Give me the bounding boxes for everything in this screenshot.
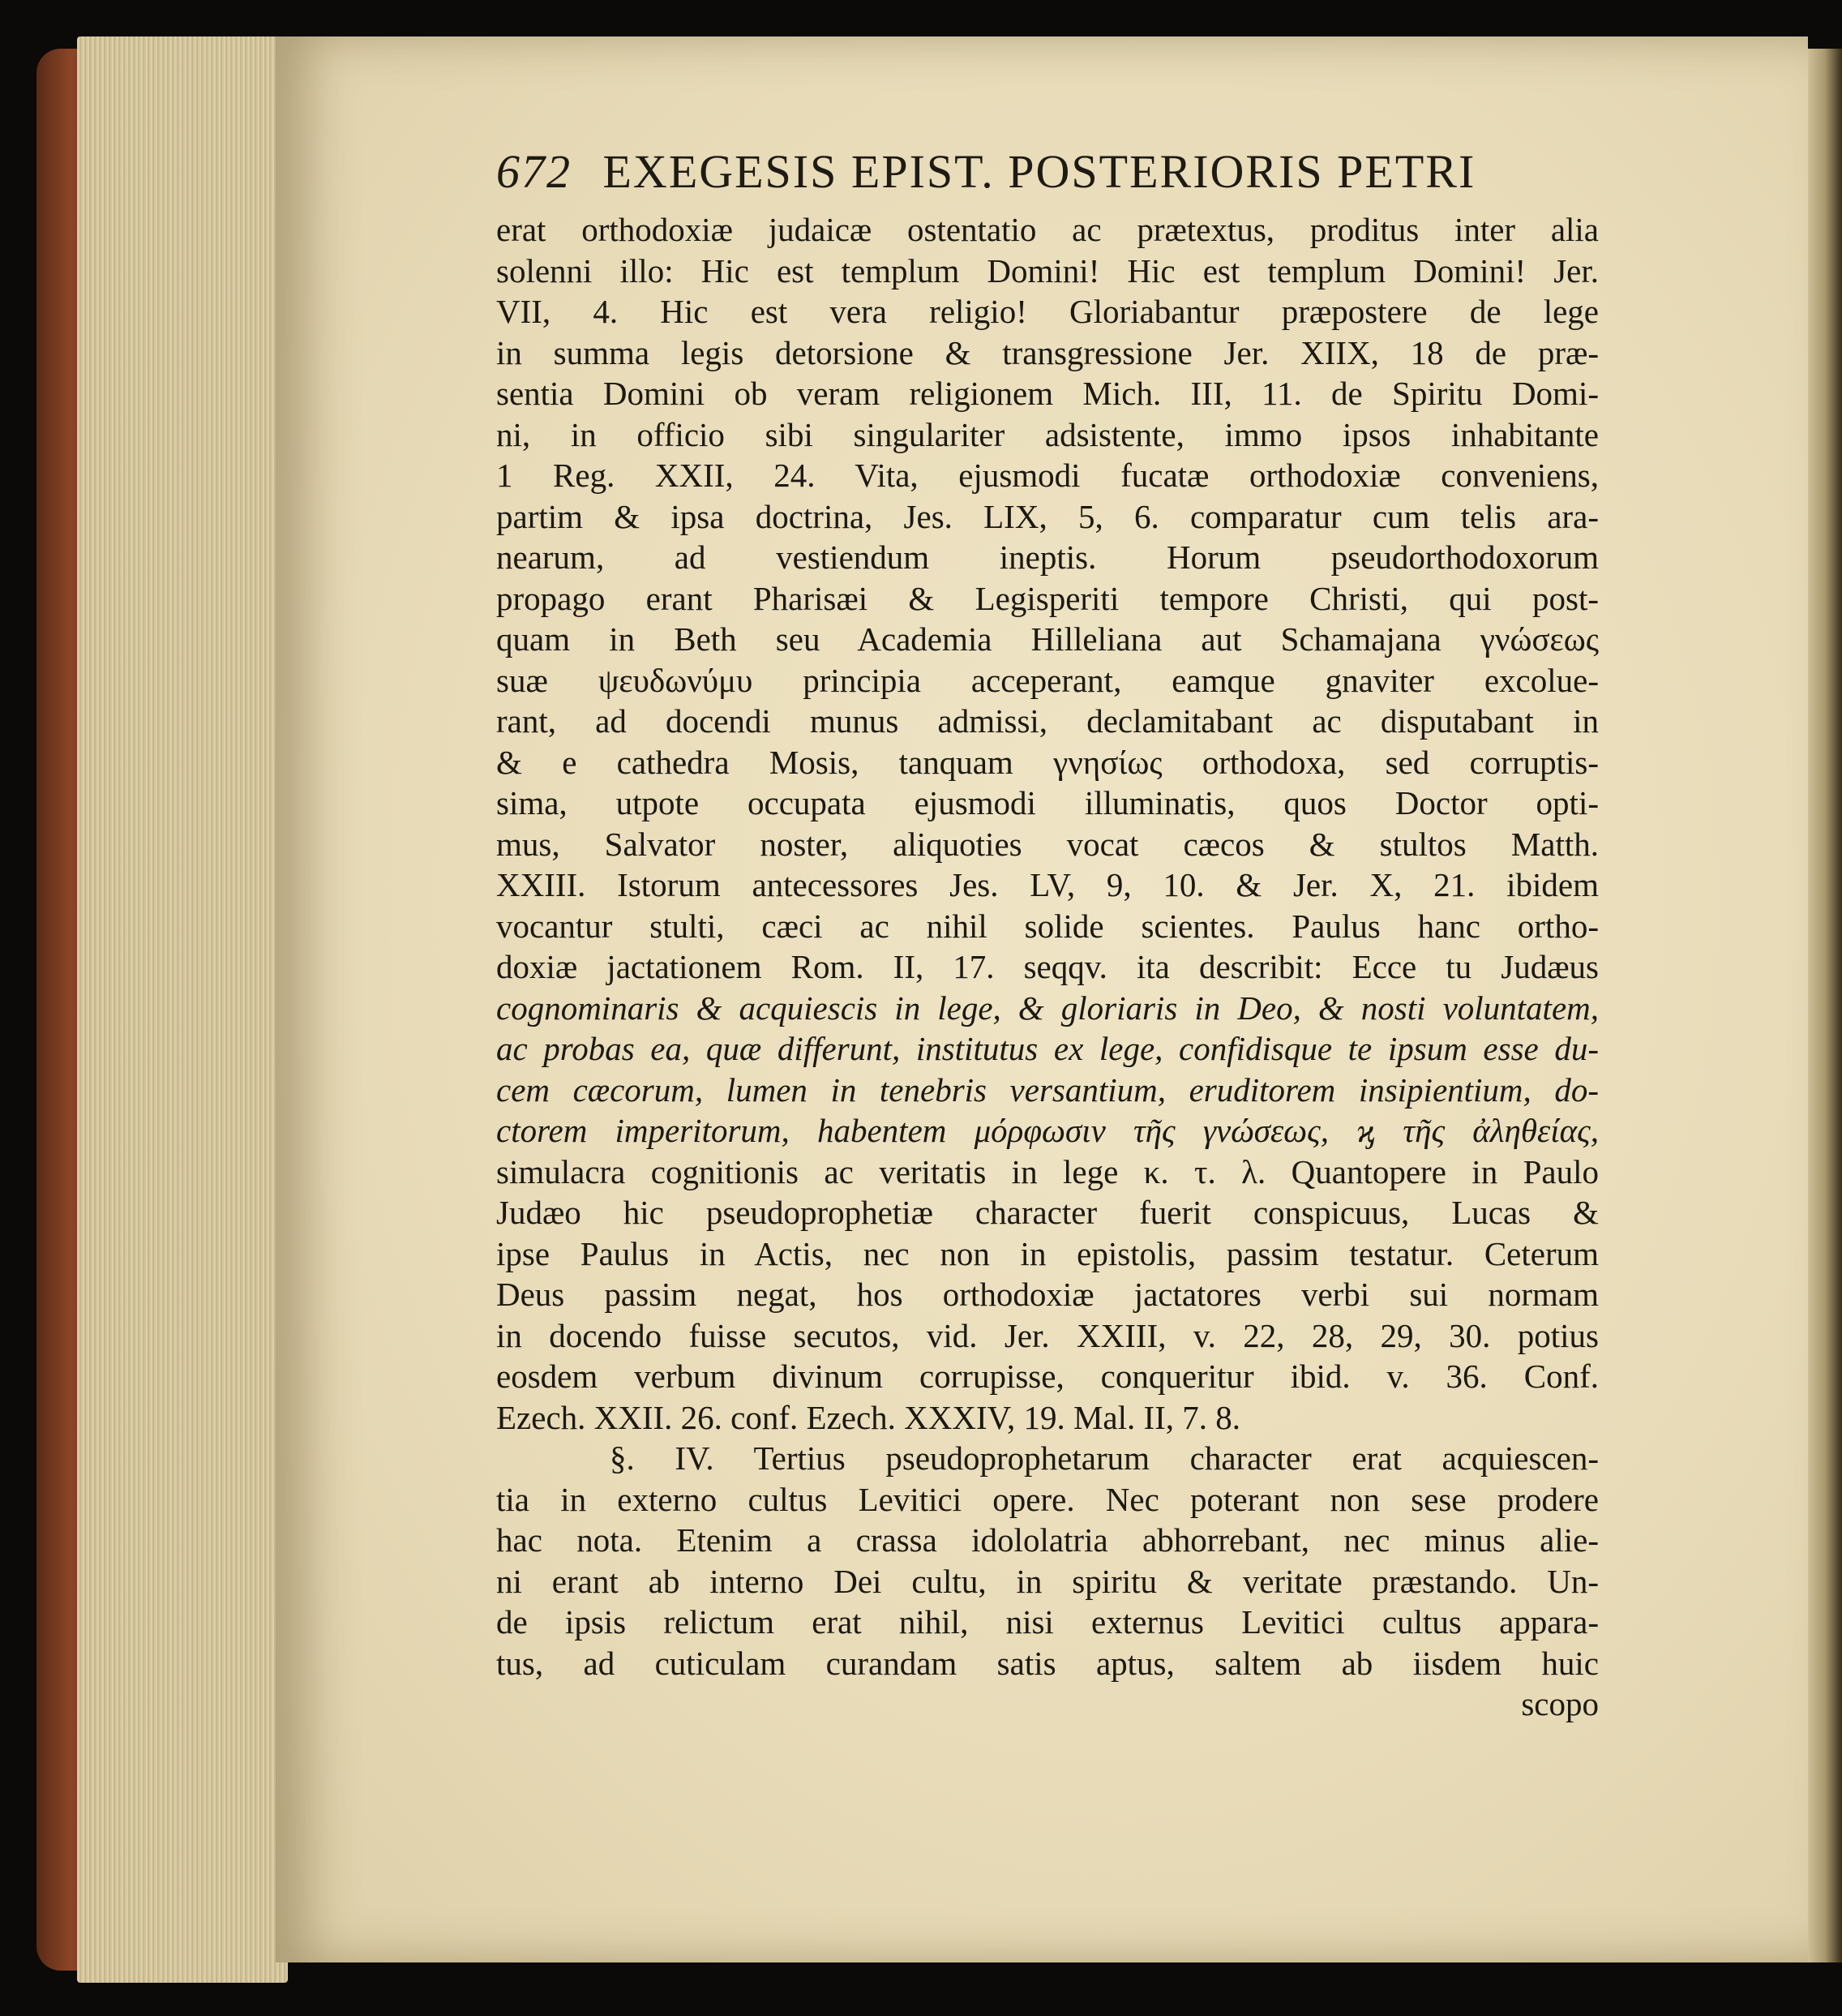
body-text — [496, 209, 1599, 1725]
text-line: ac probas ea, quæ differunt, institutus ex lege, confidisque te ipsum esse du- — [496, 1030, 1599, 1067]
text-line: mus, Salvator noster, aliquoties vocat cæcos & stultos Matth. — [496, 825, 1599, 863]
text-line: tia in externo cultus Levitici opere. Nec poterant non sese prodere — [496, 1480, 1599, 1518]
text-line: propago erant Pharisæi & Legisperiti tempore Christi, qui post- — [496, 579, 1599, 617]
text-line: solenni illo: Hic est templum Domini! Hic est templum Domini! Jer. — [496, 251, 1599, 290]
text-line: ni, in officio sibi singulariter adsistente, immo ipsos inhabitante — [496, 415, 1599, 453]
text-line: suæ ψευδωνύμυ principia acceperant, eamque gnaviter excolue- — [496, 661, 1599, 699]
facing-page-edge — [1808, 49, 1842, 1962]
text-line: ctorem imperitorum, habentem μόρφωσιν τῆς γνώσεως, ϗ τῆς ἀληθείας, — [496, 1112, 1599, 1149]
text-line: in docendo fuisse secutos, vid. Jer. XXIII, v. 22, 28, 29, 30. potius — [496, 1316, 1599, 1354]
text-line: sima, utpote occupata ejusmodi illuminatis, quos Doctor opti- — [496, 784, 1599, 821]
text-line: rant, ad docendi munus admissi, declamitabant ac disputabant in — [496, 702, 1599, 740]
text-line: vocantur stulti, cæci ac nihil solide scientes. Paulus hanc ortho- — [496, 907, 1599, 945]
text-line: Deus passim negat, hos orthodoxiæ jactatores verbi sui normam — [496, 1276, 1599, 1313]
text-line: in summa legis detorsione & transgressione Jer. XIIX, 18 de præ- — [496, 333, 1599, 371]
text-line: eosdem verbum divinum corrupisse, conqueritur ibid. v. 36. Conf. — [496, 1358, 1599, 1395]
text-line: sentia Domini ob veram religionem Mich. III, 11. de Spiritu Domi- — [496, 375, 1599, 412]
text-line: ipse Paulus in Actis, nec non in epistolis, passim testatur. Ceterum — [496, 1234, 1599, 1272]
section-heading-line: §. IV. Tertius pseudoprophetarum character erat acquiescen- — [610, 1439, 1599, 1477]
text-line: doxiæ jactationem Rom. II, 17. seqqv. ita describit: Ecce tu Judæus — [496, 948, 1599, 985]
text-line: hac nota. Etenim a crassa idololatria abhorrebant, nec minus alie- — [496, 1521, 1599, 1559]
running-head — [496, 144, 1493, 209]
text-line: Ezech. XXII. 26. conf. Ezech. XXXIV, 19. Mal. II, 7. 8. — [496, 1398, 1241, 1436]
text-line: tus, ad cuticulam curandam satis aptus, saltem ab iisdem huic — [496, 1644, 1599, 1682]
text-line: nearum, ad vestiendum ineptis. Horum pseudorthodoxorum — [496, 538, 1599, 576]
catchword: scopo — [1521, 1685, 1599, 1722]
text-line: ni erant ab interno Dei cultu, in spiritu & veritate præstando. Un- — [496, 1562, 1599, 1600]
text-line: & e cathedra Mosis, tanquam γνησίως orthodoxa, sed corruptis- — [496, 743, 1599, 781]
page-number: 672 — [496, 145, 572, 198]
text-line: partim & ipsa doctrina, Jes. LIX, 5, 6. comparatur cum telis ara- — [496, 497, 1599, 535]
text-line: erat orthodoxiæ judaicæ ostentatio ac prætextus, proditus inter alia — [496, 211, 1599, 248]
text-line: Judæo hic pseudoprophetiæ character fuerit conspicuus, Lucas & — [496, 1194, 1599, 1231]
text-line: cognominaris & acquiescis in lege, & gloriaris in Deo, & nosti voluntatem, — [496, 989, 1599, 1027]
page-edges — [77, 36, 288, 1983]
text-line: de ipsis relictum erat nihil, nisi externus Levitici cultus appara- — [496, 1603, 1599, 1641]
running-title: EXEGESIS EPIST. POSTERIORIS PETRI — [602, 145, 1476, 198]
text-line: XXIII. Istorum antecessores Jes. LV, 9, 10. & Jer. X, 21. ibidem — [496, 866, 1599, 903]
text-line: 1 Reg. XXII, 24. Vita, ejusmodi fucatæ orthodoxiæ conveniens, — [496, 457, 1599, 494]
text-line: VII, 4. Hic est vera religio! Gloriabantur præpostere de lege — [496, 293, 1599, 330]
text-line: simulacra cognitionis ac veritatis in lege κ. τ. λ. Quantopere in Paulo — [496, 1152, 1599, 1190]
text-line: cem cæcorum, lumen in tenebris versantium, eruditorem insipientium, do- — [496, 1070, 1599, 1109]
text-line: quam in Beth seu Academia Hilleliana aut Schamajana γνώσεως — [496, 620, 1599, 658]
